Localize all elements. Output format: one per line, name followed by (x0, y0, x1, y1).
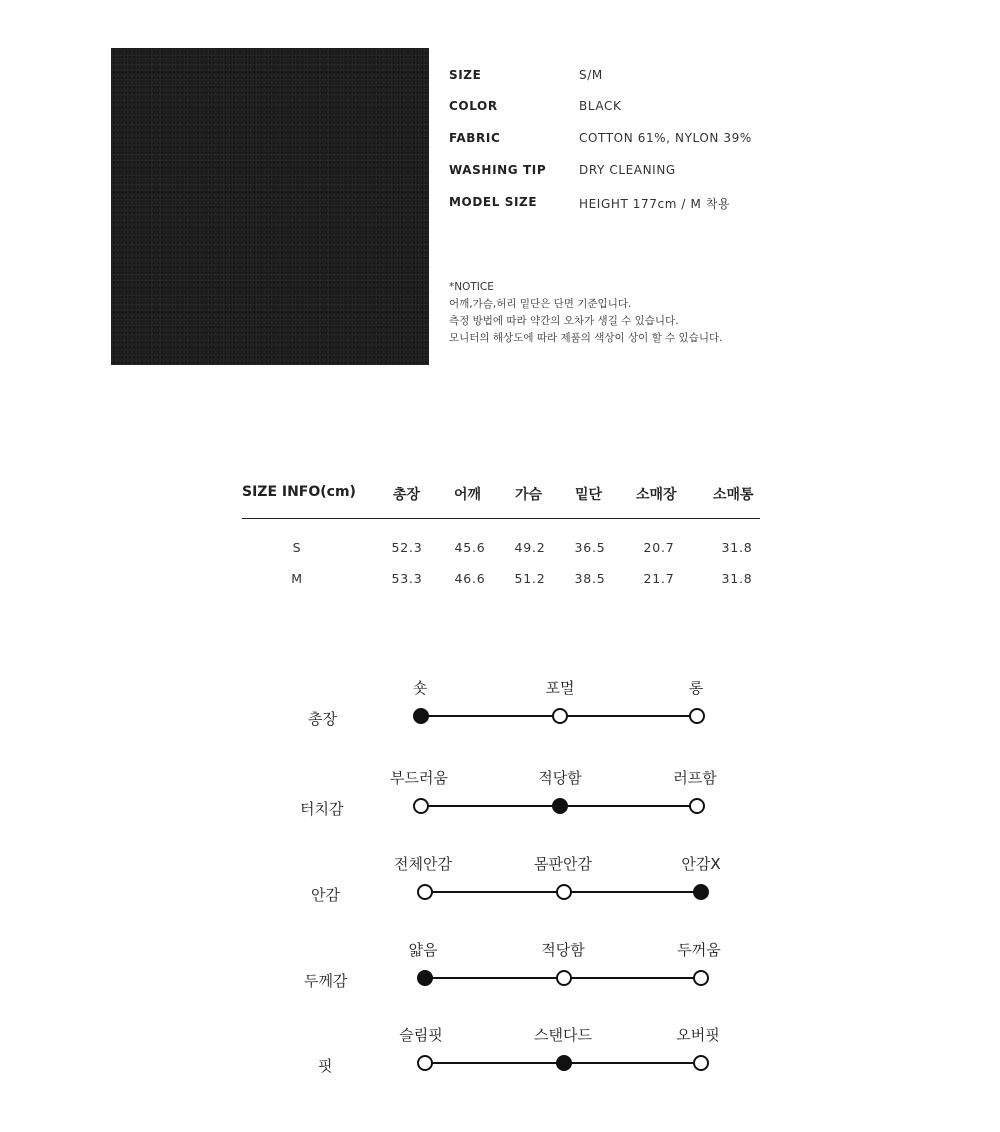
scale-option-label: 적당함 (541, 941, 585, 959)
table-cell: 36.5 (574, 540, 606, 555)
fabric-swatch-image (111, 48, 429, 365)
scale-option-label: 안감X (681, 855, 721, 873)
spec-value: BLACK (579, 99, 622, 113)
spec-label: FABRIC (449, 131, 501, 145)
spec-value: COTTON 61%, NYLON 39% (579, 131, 752, 145)
scale-dot (689, 708, 705, 724)
notice-line: 어깨,가슴,허리 밑단은 단면 기준입니다. (449, 298, 632, 310)
notice-block (449, 279, 722, 347)
scale-lining (0, 853, 1000, 923)
scale-label: 터치감 (300, 800, 344, 818)
scale-dot (689, 798, 705, 814)
scale-dot (552, 708, 568, 724)
scale-dot-selected (413, 708, 429, 724)
scale-option-label: 두꺼움 (677, 941, 721, 959)
scale-option-label: 롱 (688, 679, 704, 697)
scale-label: 두께감 (304, 972, 348, 990)
spec-label: MODEL SIZE (449, 195, 538, 209)
scale-option-label: 숏 (412, 679, 428, 697)
scale-dot (417, 1055, 433, 1071)
table-cell: 38.5 (574, 571, 606, 586)
scale-dot (556, 884, 572, 900)
scale-dot (693, 970, 709, 986)
table-cell: 21.7 (643, 571, 675, 586)
scale-thickness (0, 939, 1000, 1009)
scale-dot-selected (693, 884, 709, 900)
scale-option-label: 포멀 (545, 679, 575, 697)
scale-option-label: 스탠다드 (534, 1026, 592, 1044)
scale-option-label: 슬림핏 (399, 1026, 443, 1044)
notice-title: *NOTICE (449, 281, 494, 293)
table-cell: 51.2 (514, 571, 546, 586)
size-table-title: SIZE INFO(cm) (242, 484, 356, 500)
scale-option-label: 몸판안감 (534, 855, 592, 873)
scale-dot-selected (556, 1055, 572, 1071)
column-header: 소매통 (713, 487, 754, 503)
column-header: 어깨 (454, 487, 482, 503)
scale-dot-selected (417, 970, 433, 986)
size-info-table (242, 484, 760, 591)
table-row (242, 529, 760, 560)
scale-option-label: 러프함 (673, 769, 717, 787)
scale-option-label: 부드러움 (390, 769, 448, 787)
size-table-header (242, 484, 760, 519)
scale-touch (0, 767, 1000, 837)
spec-label: COLOR (449, 99, 498, 113)
table-cell: 45.6 (454, 540, 486, 555)
scale-dot (413, 798, 429, 814)
scale-label: 안감 (311, 886, 340, 904)
column-header: 소매장 (636, 487, 677, 503)
scale-label: 핏 (318, 1057, 333, 1075)
scale-fit (0, 1024, 1000, 1094)
scale-dot (417, 884, 433, 900)
spec-label: WASHING TIP (449, 163, 547, 177)
table-cell: 31.8 (721, 571, 753, 586)
scale-option-label: 오버핏 (676, 1026, 720, 1044)
size-cell: S (292, 540, 302, 555)
notice-line: 모니터의 해상도에 따라 제품의 색상이 상이 할 수 있습니다. (449, 332, 723, 344)
size-cell: M (291, 571, 303, 586)
table-row (242, 560, 760, 591)
column-header: 가슴 (515, 487, 543, 503)
notice-line: 측정 방법에 따라 약간의 오차가 생길 수 있습니다. (449, 315, 679, 327)
table-cell: 52.3 (391, 540, 423, 555)
spec-value: HEIGHT 177cm / M 착용 (579, 197, 731, 211)
table-cell: 31.8 (721, 540, 753, 555)
scale-length (0, 677, 1000, 747)
scale-option-label: 전체안감 (394, 855, 452, 873)
table-cell: 20.7 (643, 540, 675, 555)
column-header: 총장 (393, 487, 421, 503)
scale-dot (556, 970, 572, 986)
scale-label: 총장 (308, 710, 337, 728)
table-cell: 53.3 (391, 571, 423, 586)
scale-dot (693, 1055, 709, 1071)
table-cell: 49.2 (514, 540, 546, 555)
column-header: 밑단 (575, 487, 603, 503)
spec-label: SIZE (449, 68, 482, 82)
scale-dot-selected (552, 798, 568, 814)
spec-value: S/M (579, 68, 603, 82)
scale-option-label: 적당함 (538, 769, 582, 787)
scale-option-label: 얇음 (408, 941, 438, 959)
spec-value: DRY CLEANING (579, 163, 676, 177)
table-cell: 46.6 (454, 571, 486, 586)
